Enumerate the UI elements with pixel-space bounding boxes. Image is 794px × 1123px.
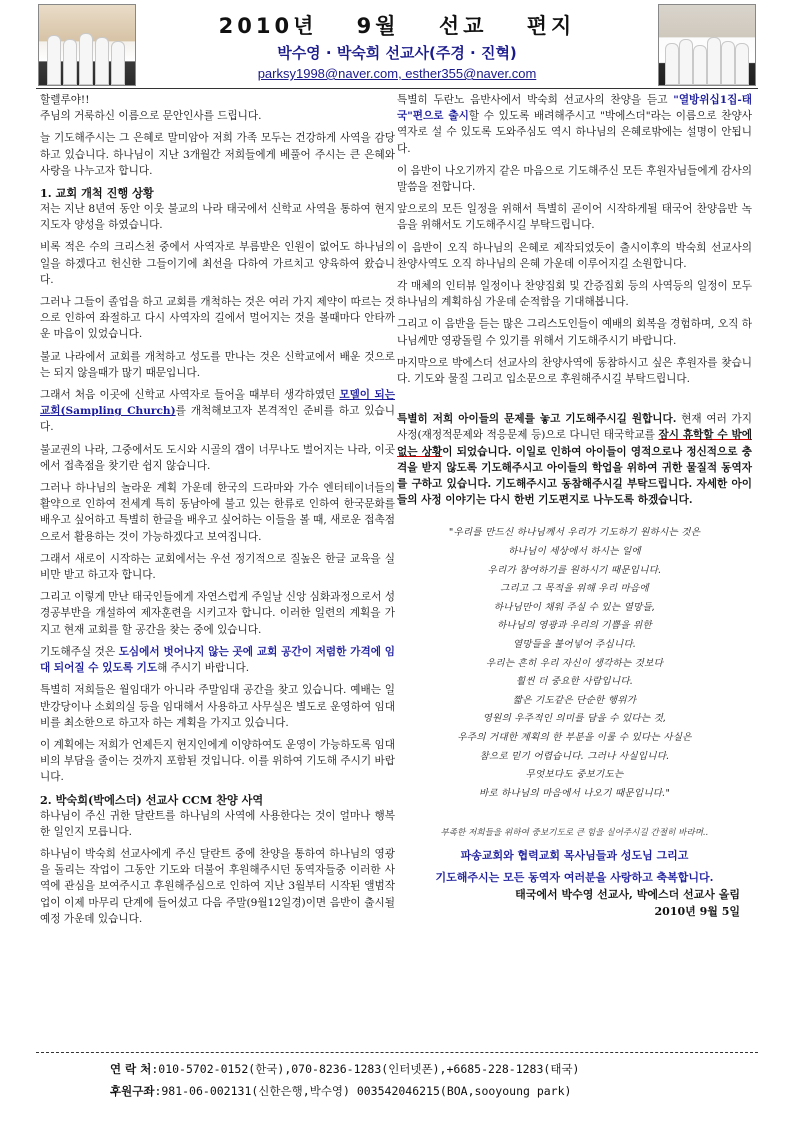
email-links[interactable]: parksy1998@naver.com, esther355@naver.com <box>257 66 537 81</box>
header-divider <box>36 88 758 89</box>
right-column <box>397 92 752 920</box>
poem-line: 하나님의 영광과 우리의 기쁨을 위한 <box>496 620 652 632</box>
highlight-prayer-request: 도심에서 벗어나지 않는 곳에 교회 공간이 저렴한 가격에 임대 되어질 수 있도록 기도 <box>40 645 396 675</box>
poem-line: 참으로 믿기 어렵습니다. 그러나 사실입니다. <box>479 750 670 762</box>
poem-line: 하나님만이 채워 주실 수 있는 열망들, <box>493 601 656 613</box>
poem-line: 바로 하나님의 마음에서 나오기 때문입니다." <box>478 787 671 799</box>
paragraph: 그러나 하나님의 놀라운 계획 가운데 한국의 드라마와 가수 엔터테이너들의 활약으로 인하여 전세계 특히 동남아에 불고 있는 한류로 인하여 한국문화를 배우고 싶어하고 특별히 한글을 배우고 싶어하는 이들을 볼 때, 새로운 접촉점으로서 활용하는 것이 가능하겠다고 보여집니다. <box>40 482 395 543</box>
paragraph: 특별히 저희들은 월임대가 아니라 주말임대 공간을 찾고 있습니다. 예배는 일반강당이나 소회의실 등을 임대해서 사용하고 사무실은 별도로 운영하여 임대비를 최소한으로 하고자 하는 계획을 가지고 있습니다. <box>40 684 395 729</box>
paragraph: 하나님이 박숙희 선교사에게 주신 달란트 중에 찬양을 통하여 하나님의 영광을 돌리는 작업이 그동안 기도와 더불어 후원해주시던 동역자들중 이러한 사역에 관심을 보여주시고 후원해주심으로 인하여 지난 3월부터 시작된 앨범작업이 이제 마무리 단계에 들어섰고 다음 주말(9월12일경)이면 음반이 출시될 예정 가운데 있습니다. <box>40 847 395 925</box>
paragraph: 그래서 새로이 시작하는 교회에서는 우선 정기적으로 질높은 한글 교육을 실비만 받고 하고자 합니다. <box>40 552 395 582</box>
children-prayer-heading: 특별히 저희 아이들의 문제를 놓고 기도해주시길 원합니다. <box>397 413 677 426</box>
greeting: 할렐루야!! <box>40 94 90 106</box>
students-photo <box>658 4 756 86</box>
poem-line: 훨씬 더 중요한 사람입니다. <box>515 676 634 688</box>
poem-line: 영원의 우주적인 의미를 담을 수 있다는 것, <box>482 713 667 725</box>
paragraph: 그러나 그들이 졸업을 하고 교회를 개척하는 것은 여러 가지 제약이 따르는 것으로 인하여 좌절하고 다시 사역자의 길에서 멀어지는 것을 볼때마다 안타까운 마음이 있었습니다. <box>40 296 395 341</box>
section-heading-ccm: 2. 박숙희(박에스더) 선교사 CCM 찬양 사역 <box>40 792 264 807</box>
paragraph: 늘 기도해주시는 그 은혜로 말미암아 저희 가족 모두는 건강하게 사역을 감당하고 있습니다. 하나님이 지난 3개월간 저희들에게 베풀어 주시는 큰 은혜와 사랑을 나누고자 합니다. <box>40 132 395 177</box>
poem-line: 하나님이 세상에서 하시는 일에 <box>508 546 641 558</box>
highlight-album: "열방위십1집-태국"편으로 출시 <box>397 94 752 123</box>
poem-line: 우리는 흔히 우리 자신이 생각하는 것보다 <box>485 657 664 669</box>
paragraph: 이 계획에는 저희가 언제든지 현지인에게 이양하여도 운영이 가능하도록 임대비의 부담을 줄이는 것까지 포함된 것입니다. 이를 위하여 기도해 주시기 바랍니다. <box>40 738 395 784</box>
footer-divider <box>36 1052 758 1053</box>
paragraph: 그리고 이렇게 만난 태국인들에게 자연스럽게 주일날 신앙 심화과정으로서 성경공부반을 개설하여 제자훈련을 시키고자 합니다. 이러한 일련의 계획을 가지고 현재 교회를 할 공간을 찾는 중에 있습니다. <box>40 591 395 636</box>
paragraph: 그리고 이 음반을 듣는 많은 그리스도인들이 예배의 회복을 경험하며, 오직 하나님께만 영광돌릴 수 있기를 위해서 기도해주시기 바랍니다. <box>397 318 752 347</box>
paragraph: 그래서 처음 이곳에 신학교 사역자로 들어올 때부터 생각하였던 모델이 되는 교회(Sampling Church)를 개척해보고자 본격적인 준비를 하고 있습니다. <box>40 389 395 434</box>
contact-info <box>110 1061 579 1077</box>
highlight-sampling-church: 모델이 되는 교회(Sampling Church) <box>40 389 395 418</box>
paragraph: 불교권의 나라, 그중에서도 도시와 시골의 갭이 너무나도 벌어지는 나라, 이곳에서 접촉점을 찾기란 쉽지 않습니다. <box>40 443 395 472</box>
paragraph: 비록 적은 수의 크리스천 중에서 사역자로 부름받은 인원이 없어도 하나님의 일을 하겠다고 헌신한 그들이기에 최선을 다하여 가르치고 양육하여 왔습니다. <box>40 241 395 286</box>
missionary-names: 박수영 · 박숙희 선교사(주경 · 진혁) <box>277 44 517 62</box>
poem-line: 열망들을 불어넣어 주십니다. <box>512 639 637 651</box>
family-photo <box>38 4 136 86</box>
paragraph: 이 음반이 오직 하나님의 은혜로 제작되었듯이 출시이후의 박숙희 선교사의 찬양사역도 오직 하나님의 은혜 가운데 이루어지길 소원합니다. <box>397 241 752 270</box>
section-heading-church: 1. 교회 개척 진행 상황 <box>40 186 154 201</box>
paragraph: 이 음반이 나오기까지 같은 마음으로 기도해주신 모든 후원자님들에게 감사의 말씀을 전합니다. <box>397 164 752 194</box>
account-label: 후원구좌 <box>110 1084 155 1098</box>
closing-note: 부족한 저희들을 위하여 중보기도로 큰 힘을 실어주시길 간절히 바라며.. <box>440 828 709 839</box>
greeting-line: 주님의 거룩하신 이름으로 문안인사를 드립니다. <box>40 110 262 123</box>
paragraph: 저는 지난 8년여 동안 이웃 불교의 나라 태국에서 신학교 사역을 통하여 현지 지도자 양성을 하였습니다. <box>40 203 395 232</box>
poem-line: 짧은 기도같은 단순한 행위가 <box>512 694 637 706</box>
signature: 태국에서 박수영 선교사, 박에스더 선교사 올림 <box>515 887 740 901</box>
quote-poem <box>397 524 752 803</box>
poem-line: 우주의 거대한 계획의 한 부분을 이룰 수 있다는 사실은 <box>457 732 692 743</box>
account-value: :981-06-002131(신한은행,박수영) 003542046215(BOA,sooyoung park) <box>154 1084 572 1098</box>
paragraph: 하나님이 주신 귀한 달란트를 하나님의 사역에 사용한다는 것이 얼마나 행복한 일인지 모릅니다. <box>40 809 395 838</box>
blessing-line-1: 파송교회와 협력교회 목사님들과 성도님 그리고 <box>460 848 689 862</box>
poem-line: 무엇보다도 중보기도는 <box>525 769 624 781</box>
account-info <box>110 1083 571 1099</box>
contact-label: 연 락 처 <box>110 1062 152 1076</box>
letter-date: 2010년 9월 5일 <box>654 904 740 918</box>
paragraph: 앞으로의 모든 일정을 위해서 특별히 곧이어 시작하게될 태국어 찬양음반 녹음을 위해서도 기도해주시길 부탁드립니다. <box>397 203 752 232</box>
left-column <box>40 92 395 933</box>
paragraph: 기도해주실 것은 도심에서 벗어나지 않는 곳에 교회 공간이 저렴한 가격에 임대 되어질 수 있도록 기도해 주시기 바랍니다. <box>40 645 396 675</box>
paragraph-children: 특별히 저희 아이들의 문제를 놓고 기도해주시길 원합니다. 현재 여러 가지 사정(재정적문제와 적응문제 등)으로 다니던 태국학교를 잠시 휴학할 수 밖에 없는 상황이 되었습니다. 이일로 인하여 아이들이 영적으로나 정신적으로 충격을 받지 않도록 기도해주시고 아이들의 학업을 위하여 귀한 물질적 동역자를 구하고 있습니다. 기도해주시고 동참해주시길 부탁드립니다. 자세한 아이들의 사정 이야기는 다시 한번 기도편지로 나누도록 하겠습니다. <box>397 413 753 507</box>
poem-line: 우리가 참여하기를 원하시기 때문입니다. <box>487 564 662 576</box>
paragraph: 각 매체의 인터뷰 일정이나 찬양집회 및 간증집회 등의 사역등의 일정이 모두 하나님의 계획하심 가운데 순적함을 기대해봅니다. <box>397 280 752 309</box>
poem-line: 그리고 그 목적을 위해 우리 마음에 <box>500 583 649 595</box>
letter-title: 2010년 9월 선교 편지 <box>218 14 576 38</box>
paragraph: 마지막으로 박에스더 선교사의 찬양사역에 동참하시고 싶은 후원자를 찾습니다. 기도와 물질 그리고 입소문으로 후원해주시길 부탁드립니다. <box>397 356 752 386</box>
contact-value: :010-5702-0152(한국),070-8236-1283(인터넷폰),+6685-228-1283(태국) <box>151 1062 580 1076</box>
letter-header <box>36 4 758 88</box>
poem-line: "우리를 만드신 하나님께서 우리가 기도하기 원하시는 것은 <box>448 527 701 539</box>
highlight-school-leave: 잠시 휴학할 수 밖에 없는 상황 <box>397 429 752 458</box>
blessing-line-2: 기도해주시는 모든 동역자 여러분을 사랑하고 축복합니다. <box>435 870 714 884</box>
paragraph: 특별히 두란노 음반사에서 박숙희 선교사의 찬양을 듣고 "열방위십1집-태국"편으로 출시할 수 있도록 배려해주시고 "박에스더"라는 이름으로 찬양사역자로 설 수 있도록 도와주심도 역시 하나님의 은혜로밖에는 설명이 안됩니다. <box>397 94 752 155</box>
paragraph: 불교 나라에서 교회를 개척하고 성도를 만나는 것은 신학교에서 배운 것으로는 되지 않을때가 많기 때문입니다. <box>40 350 395 379</box>
